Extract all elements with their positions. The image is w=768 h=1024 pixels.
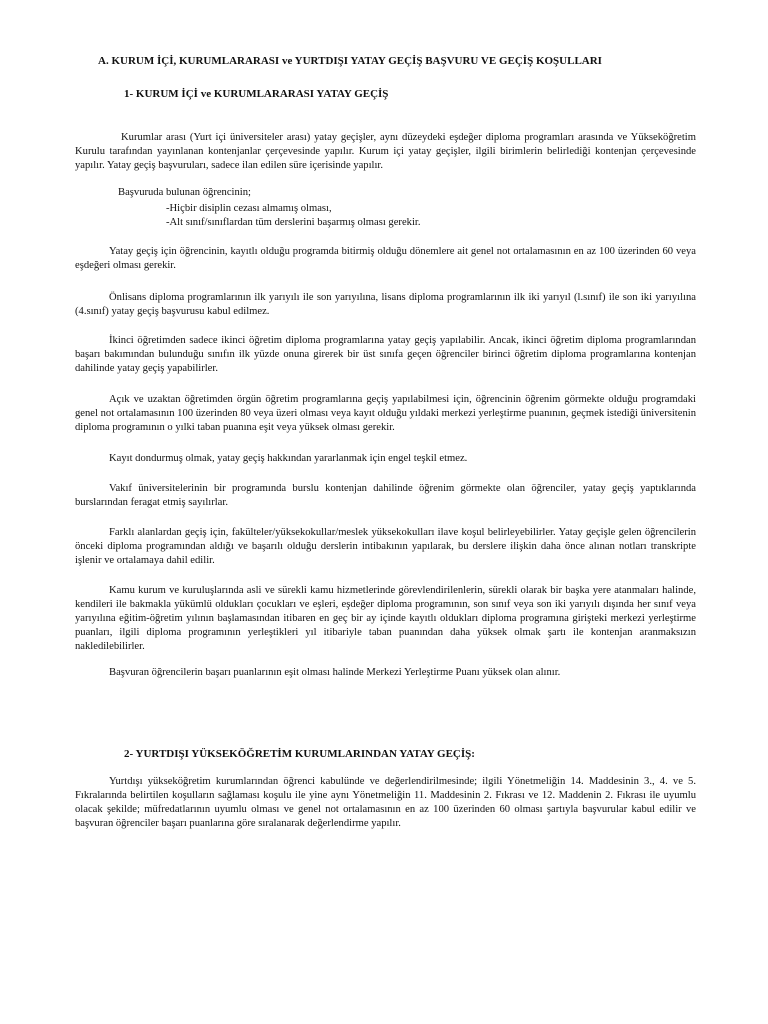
criteria-item-2: -Alt sınıf/sınıflardan tüm derslerini başarmış olması gerekir. <box>166 217 421 228</box>
paragraph-6: Açık ve uzaktan öğretimden örgün öğretim programlarına geçiş yapılabilmesi için, öğrencinin öğrenim görmekte olduğu programdaki genel not ortalamasının 100 üzerinden 80 veya üzeri olması veya kayıt olduğu yıldaki merkezi yerleştirme puanının, geçmek istediği üniversitenin diploma programının o yılki taban puanına eşit veya yüksek olması gerekir. <box>75 394 696 433</box>
criteria-intro: Başvuruda bulunan öğrencinin; <box>118 187 251 198</box>
paragraph-4: Önlisans diploma programlarının ilk yarıyılı ile son yarıyılına, lisans diploma programlarının ilk iki yarıyıl (l.sınıf) ile son iki yarıyılına (4.sınıf) yatay geçiş başvurusu kabul edilmez. <box>75 292 696 317</box>
paragraph-5: İkinci öğretimden sadece ikinci öğretim diploma programlarına yatay geçiş yapılabilir. Ancak, ikinci öğretim diploma programlarından başarı bakımından bulunduğu sınıfın ilk yüzde onuna girerek bir üst sınıfa geçen öğrenciler birinci öğretim diploma programlarına kontenjan dahilinde yatay geçiş yapabilirler. <box>75 335 696 374</box>
paragraph-3: Yatay geçiş için öğrencinin, kayıtlı olduğu programda bitirmiş olduğu dönemlere ait genel not ortalamasının en az 100 üzerinden 60 veya eşdeğeri olması gerekir. <box>75 246 696 271</box>
section1-heading: 1- KURUM İÇİ ve KURUMLARARASI YATAY GEÇİŞ <box>124 88 389 100</box>
paragraph-11: Başvuran öğrencilerin başarı puanlarının eşit olması halinde Merkezi Yerleştirme Puanı yüksek olan alınır. <box>109 667 561 678</box>
paragraph-9: Farklı alanlardan geçiş için, fakülteler/yüksekokullar/meslek yüksekokulları ilave koşul belirleyebilirler. Yatay geçişle gelen öğrencilerin önceki diploma programından aldığı ve başarılı olduğu derslerin intibakının yapılarak, bu derslere ilişkin daha önce alınan notları transkripte işlenir ve ortalamaya dahil edilir. <box>75 527 696 566</box>
paragraph-7: Kayıt dondurmuş olmak, yatay geçiş hakkından yararlanmak için engel teşkil etmez. <box>109 453 468 464</box>
criteria-item-1: -Hiçbir disiplin cezası almamış olması, <box>166 203 332 214</box>
paragraph-12: Yurtdışı yükseköğretim kurumlarından öğrenci kabulünde ve değerlendirilmesinde; ilgili Yönetmeliğin 14. Maddesinin 3., 4. ve 5. Fıkralarında belirtilen koşulların sağlaması koşulu ile yine aynı Yönetmeliğin 11. Maddesinin 2. Fıkrası ve 12. Maddenin 2. Fıkrası ile uyumlu olacak şekilde; müfredatlarının uyumlu olması ve genel not ortalamasının en az 100 üzerinden 60 olması şartıyla başvurular kabul edilir ve başvuran öğrenciler başarı puanlarına göre sıralanarak değerlendirme yapılır. <box>75 776 696 829</box>
main-heading: A. KURUM İÇİ, KURUMLARARASI ve YURTDIŞI YATAY GEÇİŞ BAŞVURU VE GEÇİŞ KOŞULLARI <box>98 55 602 67</box>
section2-heading: 2- YURTDIŞI YÜKSEKÖĞRETİM KURUMLARINDAN YATAY GEÇİŞ: <box>124 748 475 760</box>
paragraph-8: Vakıf üniversitelerinin bir programında burslu kontenjan dahilinde öğrenim görmekte olan öğrenciler, yatay geçiş yaptıklarında burslarından feragat etmiş sayılırlar. <box>75 483 696 508</box>
paragraph-10: Kamu kurum ve kuruluşlarında asli ve sürekli kamu hizmetlerinde görevlendirilenlerin, sürekli olarak bir başka yere atanmaları halinde, kendileri ile bakmakla yükümlü oldukları çocukları ve eşleri, eşdeğer diploma programının, son sınıf veya son iki yarıyılı dışında her sınıf veya yarıyılına eğitim-öğretim yılının başlamasından itibaren en geç bir ay içinde kayıtlı oldukları diploma programına girişteki merkezi yerleştirme puanları, ilgili diploma programının yerleştikleri yıl itibariyle taban puanından daha yüksek olmak şartı ile kontenjan aranmaksızın nakledilebilirler. <box>75 585 696 652</box>
paragraph-1: Kurumlar arası (Yurt içi üniversiteler arası) yatay geçişler, aynı düzeydeki eşdeğer diploma programları arasında ve Yükseköğretim Kurulu tarafından yayınlanan kontenjanlar çerçevesinde yapılır. Kurum içi yatay geçişler, ilgili birimlerin belirlediği kontenjan çerçevesinde yapılır. Yatay geçiş başvuruları, sadece ilan edilen süre içerisinde yapılır. <box>75 132 696 171</box>
